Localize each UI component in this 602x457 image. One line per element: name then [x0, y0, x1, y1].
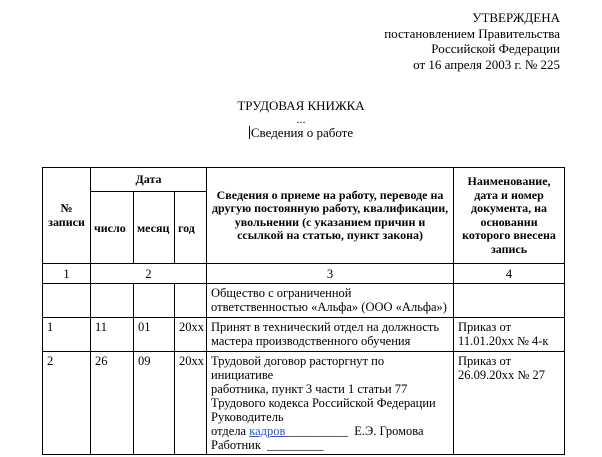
- sign-name: Е.Э. Громова: [354, 424, 424, 438]
- row-2-info-line: Трудовой договор расторгнут по инициативе: [211, 354, 385, 382]
- empty-cell: [175, 284, 207, 318]
- employment-records-table: [42, 167, 565, 455]
- approval-line-1: УТВЕРЖДЕНА: [472, 10, 560, 25]
- col-number-1: 1: [43, 264, 91, 284]
- row-2-info-line: работника, пункт 3 части 1 статьи 77: [211, 382, 408, 396]
- row-1-document: Приказ от 11.01.20хх № 4-к: [454, 318, 565, 352]
- header-document: Наименование, дата и номер документа, на основании которого внесена запись: [454, 168, 565, 264]
- header-day: число: [91, 192, 134, 264]
- sign-blank: __________: [285, 424, 348, 438]
- row-1-info: Принят в технический отдел на должность мастера производственного обучения: [207, 318, 454, 352]
- row-2-no: 2: [43, 352, 91, 455]
- approval-line-2: постановлением Правительства: [384, 25, 560, 41]
- company-name-cell: Общество с ограниченной ответственностью «Альфа» (ООО «Альфа»): [207, 284, 454, 318]
- row-1-year: 20хх: [175, 318, 207, 352]
- col-number-2: 2: [91, 264, 207, 284]
- empty-cell: [454, 284, 565, 318]
- worker-label: Работник: [211, 438, 261, 452]
- header-date: Дата: [91, 168, 207, 192]
- empty-cell: [134, 284, 175, 318]
- approval-line-4: от 16 апреля 2003 г. № 225: [413, 56, 560, 72]
- header-month: месяц: [134, 192, 175, 264]
- row-2-month: 09: [134, 352, 175, 455]
- row-2-year: 20хх: [175, 352, 207, 455]
- company-row: [43, 284, 565, 318]
- document-subtitle: Сведения о работе: [250, 125, 354, 140]
- signature-line-worker: [211, 438, 449, 452]
- row-1-no: 1: [43, 318, 91, 352]
- empty-cell: [91, 284, 134, 318]
- row-1-month: 01: [134, 318, 175, 352]
- empty-cell: [43, 284, 91, 318]
- signature-line-hr: [211, 424, 449, 438]
- row-2-info: [207, 352, 454, 455]
- row-2-info-line: Трудового кодекса Российской Федерации: [211, 396, 436, 410]
- header-record-no: № записи: [43, 168, 91, 264]
- header-info: Сведения о приеме на работу, переводе на другую постоянную работу, квалификации, увольнении (с указанием причин и ссылкой на статью, пункт закона): [207, 168, 454, 264]
- row-2-info-line: Руководитель: [211, 410, 284, 424]
- col-number-3: 3: [207, 264, 454, 284]
- approval-line-3: Российской Федерации: [431, 41, 560, 56]
- row-1-day: 11: [91, 318, 134, 352]
- worker-blank: _________: [267, 438, 324, 452]
- sign-link[interactable]: кадров: [249, 424, 286, 438]
- document-ellipsis: ...: [296, 112, 306, 126]
- text-cursor: [249, 126, 250, 139]
- table-row: [43, 318, 565, 352]
- header-year: год: [175, 192, 207, 264]
- approval-stamp: [384, 10, 560, 72]
- document-subtitle-wrap[interactable]: [0, 126, 602, 140]
- table-row: [43, 352, 565, 455]
- row-2-document: Приказ от 26.09.20хх № 27: [454, 352, 565, 455]
- sign-prefix: отдела: [211, 424, 250, 438]
- row-2-day: 26: [91, 352, 134, 455]
- col-number-4: 4: [454, 264, 565, 284]
- document-title: ТРУДОВАЯ КНИЖКА: [237, 98, 365, 113]
